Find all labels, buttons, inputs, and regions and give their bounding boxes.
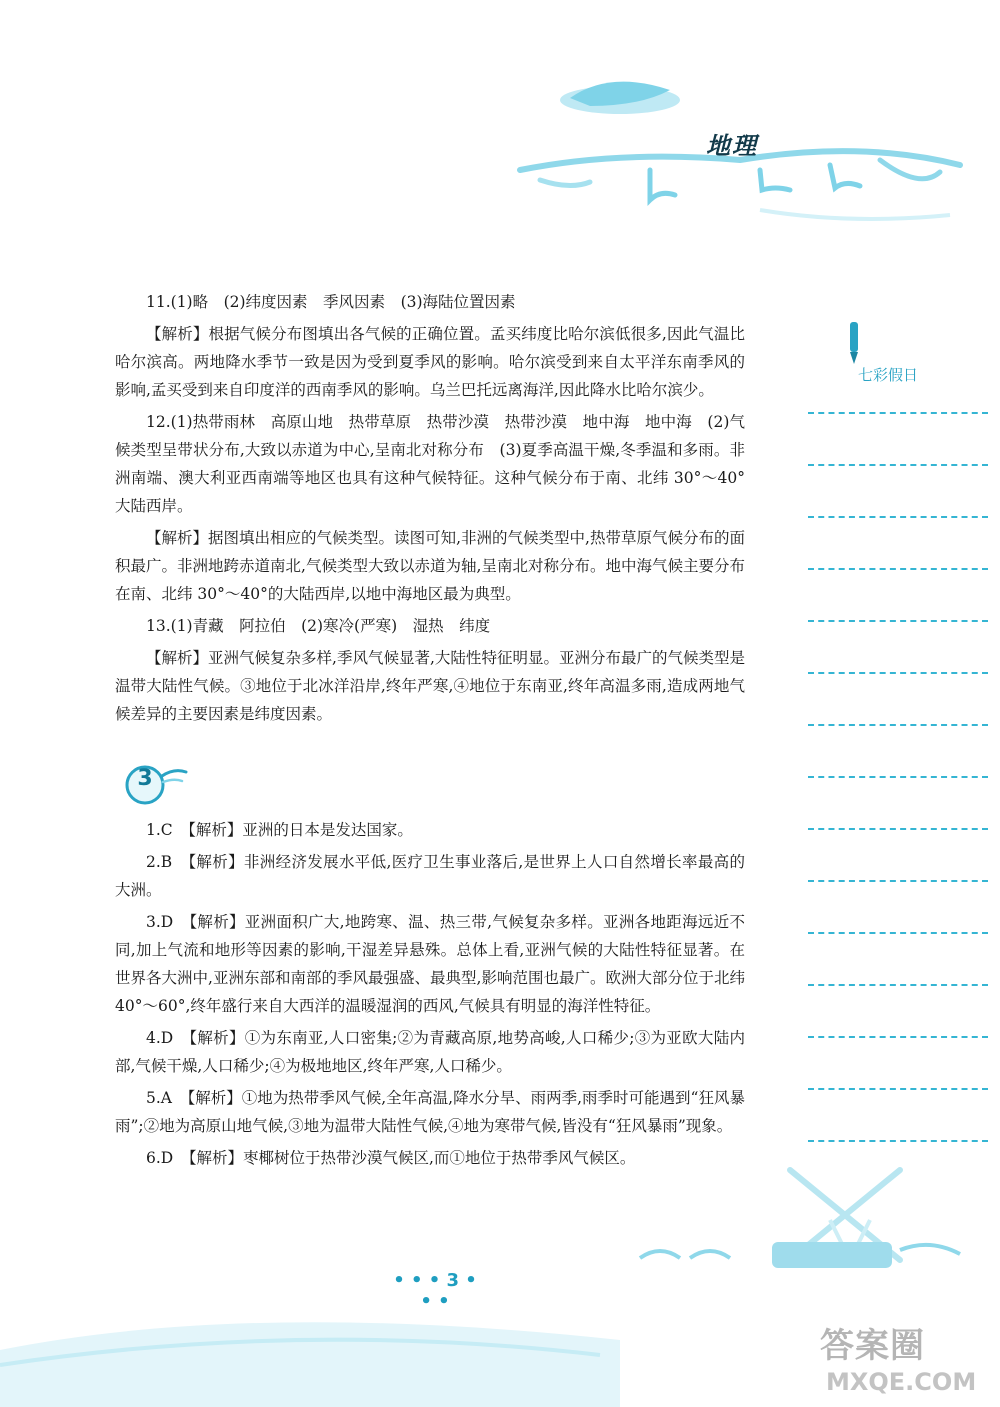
- answer-item: 11.(1)略 (2)纬度因素 季风因素 (3)海陆位置因素: [146, 293, 516, 311]
- page-number: • • • 3 • • •: [393, 1270, 477, 1312]
- watermark-logo: 答案圈: [820, 1326, 925, 1366]
- note-line: [808, 1088, 988, 1090]
- note-line: [808, 984, 988, 986]
- note-line: [808, 724, 988, 726]
- note-line: [808, 464, 988, 466]
- answer-item: 6.D 【解析】枣椰树位于热带沙漠气候区,而①地位于热带季风气候区。: [146, 1149, 636, 1167]
- answers-section-top: [115, 288, 745, 732]
- note-line: [808, 620, 988, 622]
- answer-item: 3.D 【解析】亚洲面积广大,地跨寒、温、热三带,气候复杂多样。亚洲各地距海远近不同,加上气流和地形等因素的影响,干湿差异悬殊。总体上看,亚洲气候的大陆性特征显著。在世界各大洲中,亚洲东部和南部的季风最强盛、最典型,影响范围也最广。欧洲大部分位于北纬 40°～60°,终年盛行来自大西洋的温暖湿润的西风,气候具有明显的海洋性特征。: [115, 913, 745, 1015]
- answer-item: 13.(1)青藏 阿拉伯 (2)寒冷(严寒) 湿热 纬度: [146, 617, 491, 635]
- watermark-url: MXQE.COM: [826, 1368, 977, 1396]
- answer-explanation: 【解析】亚洲气候复杂多样,季风气候显著,大陆性特征明显。亚洲分布最广的气候类型是温带大陆性气候。③地位于北冰洋沿岸,终年严寒,④地位于东南亚,终年高温多雨,造成两地气候差异的主要因素是纬度因素。: [115, 649, 745, 723]
- note-line: [808, 1036, 988, 1038]
- note-line: [808, 516, 988, 518]
- answer-item: 1.C 【解析】亚洲的日本是发达国家。: [146, 821, 413, 839]
- answer-explanation: 【解析】据图填出相应的气候类型。读图可知,非洲的气候类型中,热带草原气候分布的面积最广。非洲地跨赤道南北,气候类型大致以赤道为轴,呈南北对称分布。地中海气候主要分布在南、北纬 30°～40°的大陆西岸,以地中海地区最为典型。: [115, 529, 745, 603]
- answer-item: 4.D 【解析】①为东南亚,人口密集;②为青藏高原,地势高峻,人口稀少;③为亚欧大陆内部,气候干燥,人口稀少;④为极地地区,终年严寒,人口稀少。: [115, 1029, 745, 1075]
- subject-title: 地理: [706, 132, 758, 160]
- answer-item: 5.A 【解析】①地为热带季风气候,全年高温,降水分旱、雨两季,雨季时可能遇到“狂风暴雨”;②地为高原山地气候,③地为温带大陆性气候,④地为寒带气候,皆没有“狂风暴雨”现象。: [115, 1089, 745, 1135]
- note-line: [808, 776, 988, 778]
- note-line: [808, 672, 988, 674]
- section-number: 3: [137, 766, 153, 791]
- note-line: [808, 828, 988, 830]
- answer-item: 2.B 【解析】非洲经济发展水平低,医疗卫生事业落后,是世界上人口自然增长率最高的大洲。: [115, 853, 745, 899]
- sidebar-label: 七彩假日: [858, 366, 919, 384]
- note-line: [808, 412, 988, 414]
- answer-explanation: 【解析】根据气候分布图填出各气候的正确位置。孟买纬度比哈尔滨低很多,因此气温比哈尔滨高。两地降水季节一致是因为受到夏季风的影响。哈尔滨受到来自太平洋东南季风的影响,孟买受到来自印度洋的西南季风的影响。乌兰巴托远离海洋,因此降水比哈尔滨少。: [115, 325, 745, 399]
- pen-icon: [842, 320, 866, 368]
- note-line: [808, 568, 988, 570]
- answer-item: 12.(1)热带雨林 高原山地 热带草原 热带沙漠 热带沙漠 地中海 地中海 (2)气候类型呈带状分布,大致以赤道为中心,呈南北对称分布 (3)夏季高温干燥,冬季温和多雨。非洲南端、澳大利亚西南端等地区也具有这种气候特征。这种气候分布于南、北纬 30°～40°大陆西岸。: [115, 413, 745, 515]
- note-line: [808, 880, 988, 882]
- note-line: [808, 932, 988, 934]
- note-line: [808, 1140, 988, 1142]
- answers-section-bottom: [115, 816, 745, 1176]
